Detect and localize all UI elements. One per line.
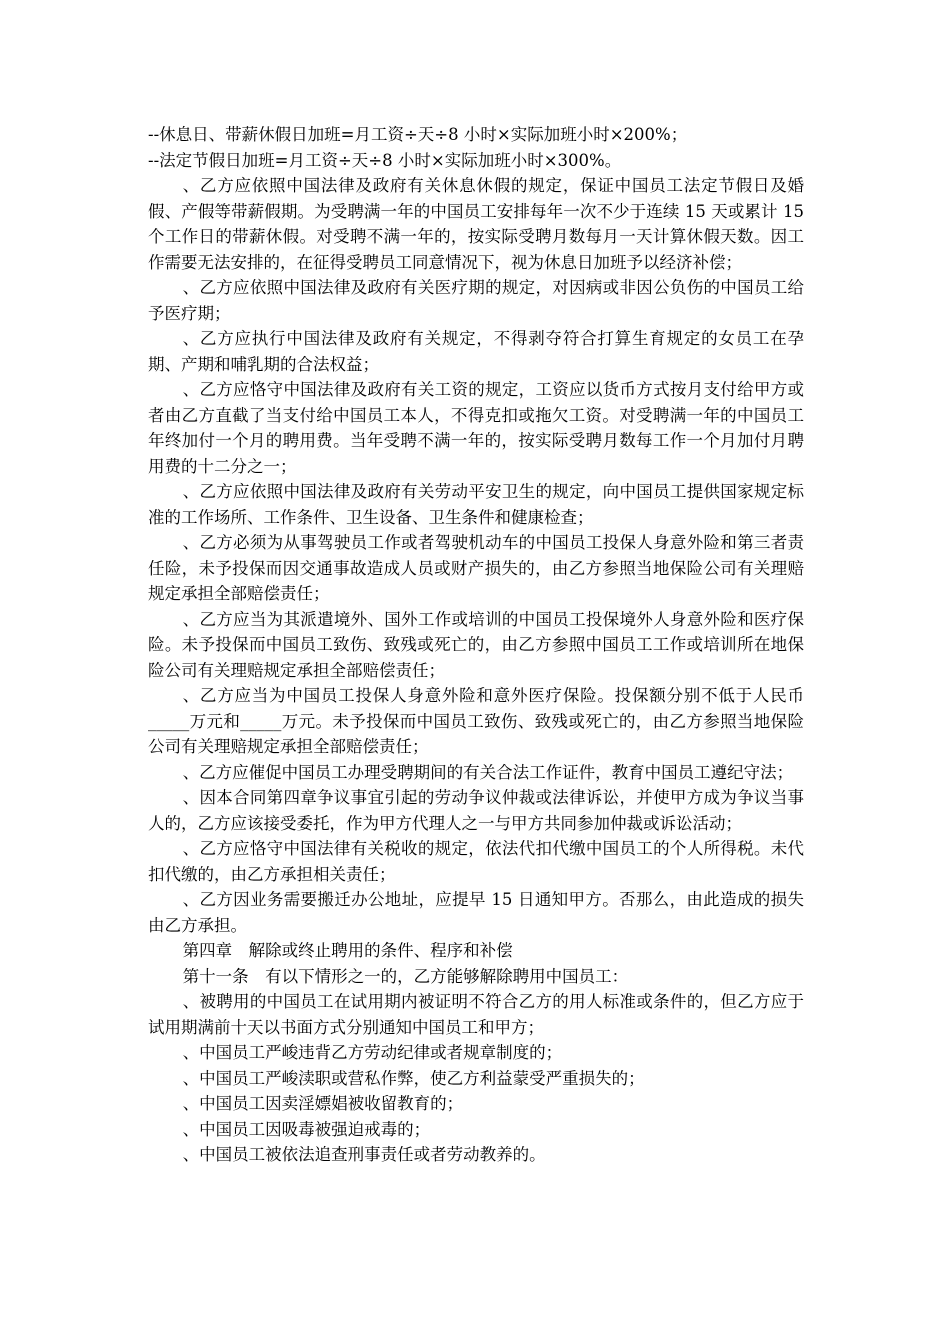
paragraph-work-permits: 、乙方应催促中国员工办理受聘期间的有关合法工作证件，教育中国员工遵纪守法； [182,762,794,782]
paragraph-dispute-agent: 、因本合同第四章争议事宜引起的劳动争议仲裁或法律诉讼，并使甲方成为争议当事人的，乙方应该接受委托，作为甲方代理人之一与甲方共同参加仲裁或诉讼活动； [148,788,804,833]
paragraph-overtime-rest-day: --休息日、带薪休假日加班=月工资÷天÷8 小时×实际加班小时×200%； [148,125,688,144]
list-item: 、中国员工因吸毒被强迫戒毒的； [182,1119,431,1139]
paragraph-overseas-insurance: 、乙方应当为其派遣境外、国外工作或培训的中国员工投保境外人身意外险和医疗保险。未予投保而中国员工致伤、致残或死亡的，由乙方参照中国员工工作或培训所在地保险公司有关理赔规定承担全部赔偿责任； [148,609,804,680]
list-item: 、中国员工严峻违背乙方劳动纪律或者规章制度的； [182,1043,563,1062]
article-heading: 第十一条 有以下情形之一的，乙方能够解除聘用中国员工： [182,966,629,986]
paragraph-relocation: 、乙方因业务需要搬迁办公地址，应提早 15 日通知甲方。否那么，由此造成的损失由乙方承担。 [148,890,804,935]
paragraph-paid-leave: 、乙方应依照中国法律及政府有关休息休假的规定，保证中国员工法定节假日及婚假、产假等带薪假期。为受聘满一年的中国员工安排每年一次不少于连续 15 天或累计 15 个工作日的带薪休假。对受聘不满一年的，按实际受聘月数每月一天计算休假天数。因工作需要无法安排的，在征得受聘员工同意情况下，视为休息日加班予以经济补偿； [148,176,804,272]
paragraph-female-rights: 、乙方应执行中国法律及政府有关规定，不得剥夺符合打算生育规定的女员工在孕期、产期和哺乳期的合法权益； [148,329,804,374]
paragraph-overtime-holiday: --法定节假日加班=月工资÷天÷8 小时×实际加班小时×300%。 [148,150,622,170]
paragraph-wages: 、乙方应恪守中国法律及政府有关工资的规定，工资应以货币方式按月支付给甲方或者由乙方直截了当支付给中国员工本人，不得克扣或拖欠工资。对受聘满一年的中国员工年终加付一个月的聘用费。当年受聘不满一年的，按实际受聘月数每工作一个月加付月聘用费的十二分之一； [148,380,804,476]
paragraph-medical-period: 、乙方应依照中国法律及政府有关医疗期的规定，对因病或非因公负伤的中国员工给予医疗期； [148,278,804,323]
paragraph-driver-insurance: 、乙方必须为从事驾驶员工作或者驾驶机动车的中国员工投保人身意外险和第三者责任险，未予投保而因交通事故造成人员或财产损失的，由乙方参照当地保险公司有关理赔规定承担全部赔偿责任； [148,533,804,603]
document-page [148,122,804,1168]
list-item: 、中国员工因卖淫嫖娼被收留教育的； [182,1094,464,1113]
paragraph-accident-insurance: 、乙方应当为中国员工投保人身意外险和意外医疗保险。投保额分别不低于人民币_____万元和_____万元。未予投保而中国员工致伤、致残或死亡的，由乙方参照当地保险公司有关理赔规定承担全部赔偿责任； [148,686,804,756]
paragraph-tax: 、乙方应恪守中国法律有关税收的规定，依法代扣代缴中国员工的个人所得税。未代扣代缴的，由乙方承担相关责任； [148,839,804,884]
list-item: 、被聘用的中国员工在试用期内被证明不符合乙方的用人标准或条件的，但乙方应于试用期满前十天以书面方式分别通知中国员工和甲方； [148,992,804,1037]
list-item: 、中国员工被依法追查刑事责任或者劳动教养的。 [182,1145,546,1164]
paragraph-safety-health: 、乙方应依照中国法律及政府有关劳动平安卫生的规定，向中国员工提供国家规定标准的工作场所、工作条件、卫生设备、卫生条件和健康检查； [148,482,804,527]
list-item: 、中国员工严峻渎职或营私作弊，使乙方利益蒙受严重损失的； [182,1068,645,1088]
chapter-heading: 第四章 解除或终止聘用的条件、程序和补偿 [182,941,513,960]
